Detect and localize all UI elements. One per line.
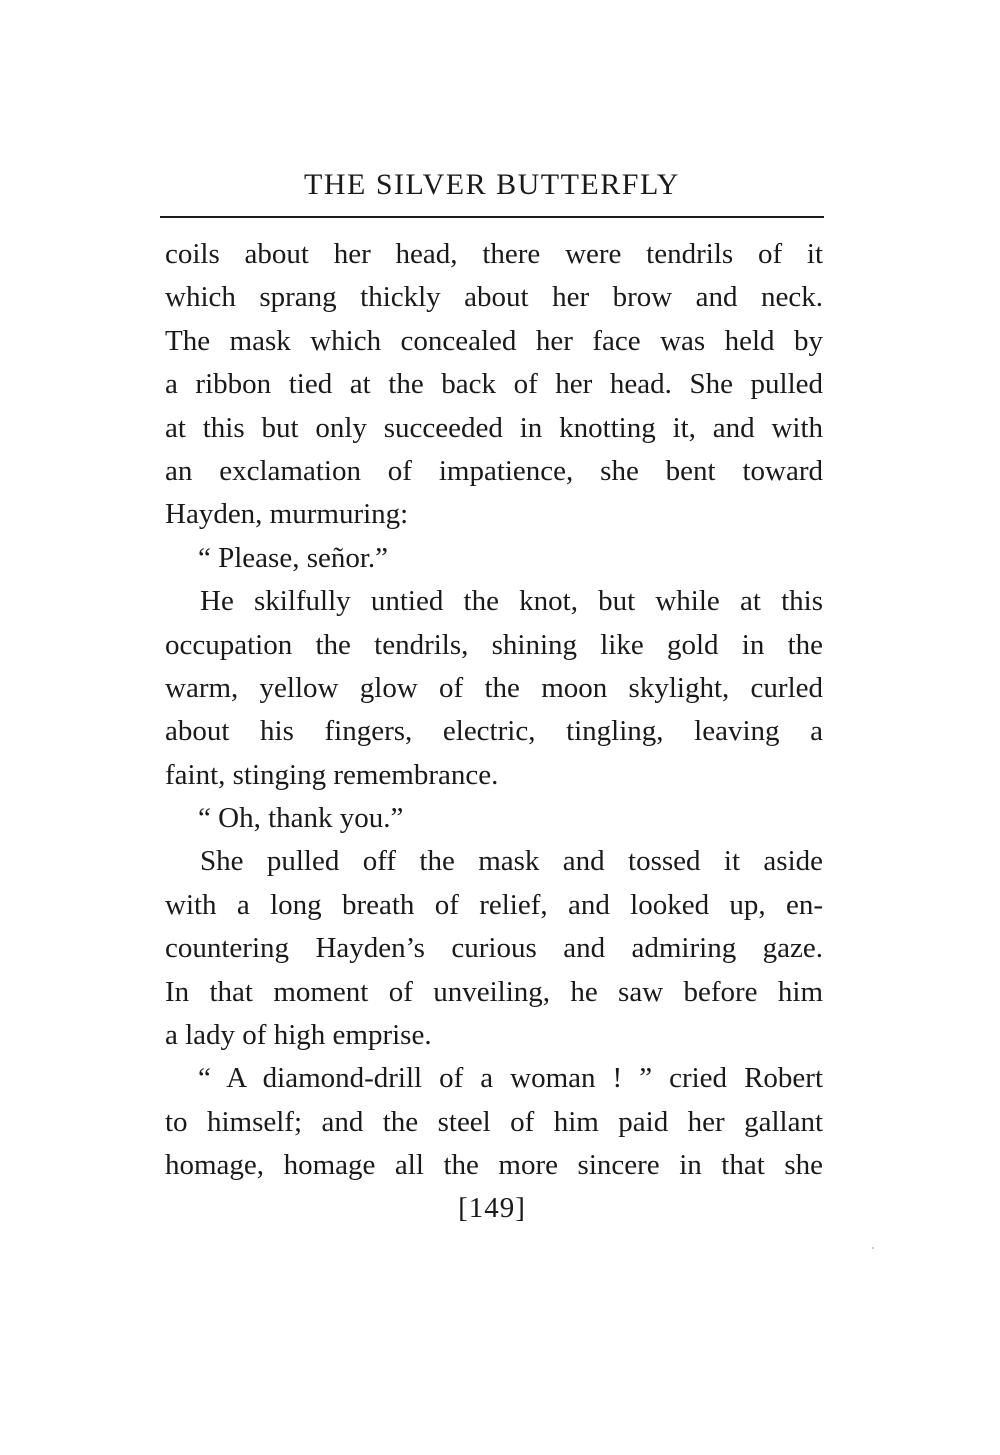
- text-line: “ A diamond-drill of a woman ! ” cried Robert: [198, 1062, 823, 1095]
- header-rule: [160, 216, 824, 218]
- body-text: [165, 233, 823, 1188]
- text-line: Hayden, murmuring:: [165, 498, 409, 531]
- text-line: occupation the tendrils, shining like gold in the: [165, 628, 823, 661]
- text-line: with a long breath of relief, and looked up, en-: [165, 888, 823, 921]
- text-line: The mask which concealed her face was held by: [165, 324, 823, 357]
- text-line: an exclamation of impatience, she bent toward: [165, 454, 823, 487]
- page-number: [149]: [458, 1192, 526, 1224]
- text-line: “ Oh, thank you.”: [198, 802, 404, 835]
- text-line: He skilfully untied the knot, but while at this: [200, 585, 823, 618]
- text-line: faint, stinging remembrance.: [165, 758, 499, 791]
- text-line: coils about her head, there were tendrils of it: [165, 238, 823, 270]
- text-line: a ribbon tied at the back of her head. She pulled: [165, 368, 823, 401]
- text-line: warm, yellow glow of the moon skylight, curled: [165, 671, 823, 704]
- paper-speck: [872, 1247, 874, 1249]
- text-line: countering Hayden’s curious and admiring gaze.: [165, 932, 823, 965]
- text-line: to himself; and the steel of him paid her gallant: [165, 1105, 823, 1138]
- text-line: In that moment of unveiling, he saw before him: [165, 975, 823, 1008]
- text-line: which sprang thickly about her brow and neck.: [165, 281, 823, 314]
- text-line: “ Please, señor.”: [198, 541, 389, 574]
- text-line: a lady of high emprise.: [165, 1019, 432, 1052]
- text-line: at this but only succeeded in knotting it, and with: [165, 411, 823, 444]
- text-line: She pulled off the mask and tossed it aside: [200, 845, 823, 878]
- text-line: homage, homage all the more sincere in that she: [165, 1149, 823, 1182]
- text-line: about his fingers, electric, tingling, leaving a: [165, 715, 823, 748]
- running-head: THE SILVER BUTTERFLY: [304, 168, 680, 201]
